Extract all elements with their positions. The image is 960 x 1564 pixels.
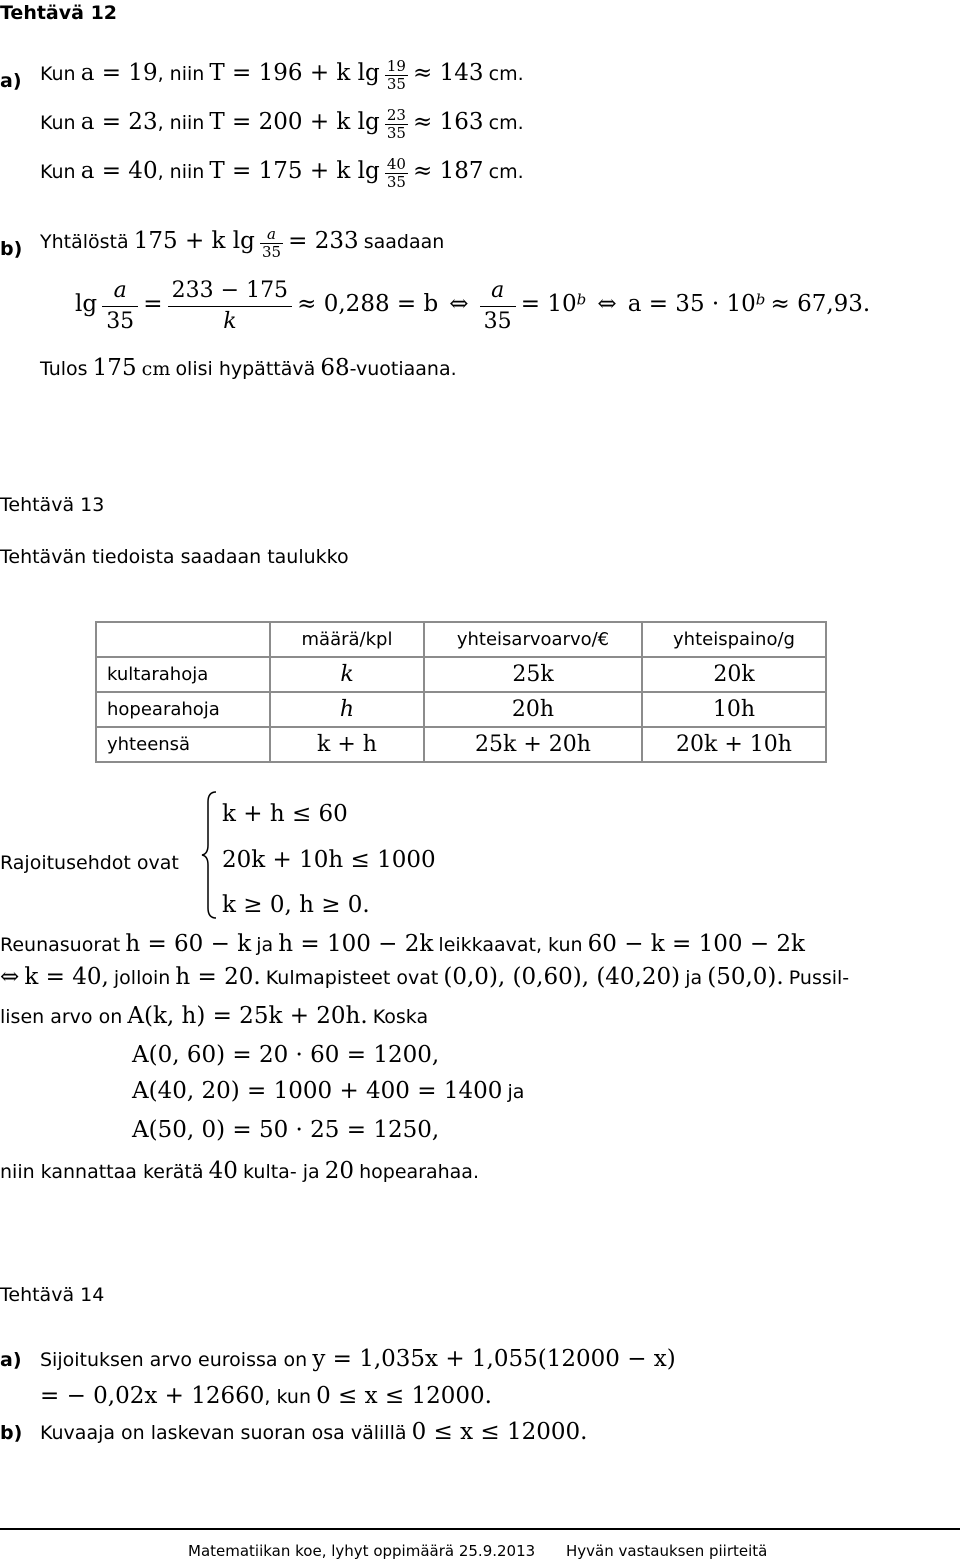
math-result: ≈ 143	[413, 60, 484, 86]
final-result: ≈ 67,93.	[770, 291, 871, 317]
constraint-2: 20k + 10h ≤ 1000	[222, 847, 436, 873]
tulos-number: 175	[92, 355, 137, 381]
fraction-denominator: 35	[106, 309, 135, 334]
paragraph-text: Reunasuorat	[0, 934, 121, 956]
math-expression: 0 ≤ x ≤ 12000.	[316, 1383, 492, 1409]
niin-text: , niin	[157, 161, 205, 183]
math-expression: 175 + k lg	[133, 228, 255, 254]
paragraph-text: lisen arvo on	[0, 1006, 123, 1028]
math-expression: h = 60 − k	[125, 931, 252, 957]
task13-title: Tehtävä 13	[0, 494, 105, 516]
data-table	[95, 621, 827, 763]
math-expression: y = 1,035x + 1,055(12000 − x)	[312, 1346, 676, 1372]
tulos-age: 68	[320, 355, 350, 381]
tulos-text-3: -vuotiaana.	[349, 358, 457, 380]
math-a-value: a = 19	[80, 60, 158, 86]
fraction-numerator: 19	[386, 57, 406, 75]
paragraph-text: Pussil-	[788, 967, 850, 989]
footer-left-text: Matematiikan koe, lyhyt oppimäärä 25.9.2013	[188, 1542, 536, 1560]
iff-arrow-icon: ⇔	[449, 291, 469, 317]
task12-result-line	[40, 354, 457, 383]
table-row	[96, 657, 826, 692]
math-number: 20	[324, 1158, 355, 1184]
calc-line-3: A(50, 0) = 50 · 25 = 1250,	[132, 1117, 440, 1143]
math-number: 40	[208, 1158, 238, 1184]
objective-paragraph	[0, 1002, 428, 1030]
paragraph-text: kulta- ja	[242, 1161, 320, 1183]
math-expression: (0,0), (0,60), (40,20)	[443, 964, 681, 990]
table-header-cell: yhteispaino/g	[642, 622, 826, 657]
table-row-label: hopearahoja	[96, 692, 270, 727]
paragraph-text: leikkaavat, kun	[438, 934, 583, 956]
saadaan-text: saadaan	[363, 231, 445, 253]
table-header-cell: määrä/kpl	[270, 622, 424, 657]
table-cell: h	[270, 692, 424, 727]
paragraph-text: jolloin	[113, 967, 171, 989]
table-cell: 25k + 20h	[424, 727, 642, 762]
fraction-numerator: 23	[386, 106, 406, 124]
math-result: = 233	[288, 228, 359, 254]
paragraph-text: niin kannattaa kerätä	[0, 1161, 204, 1183]
final-exponent: b	[755, 290, 766, 309]
fraction	[260, 226, 283, 261]
fraction-denominator: 35	[261, 243, 282, 261]
kun-text: Kun	[40, 112, 76, 134]
task12-a-label: a)	[0, 70, 22, 92]
fraction-numerator: a	[480, 276, 516, 307]
math-expression: 60 − k = 100 − 2k	[587, 931, 805, 957]
math-expression: h = 100 − 2k	[278, 931, 434, 957]
task12-big-equation	[75, 276, 870, 337]
tulos-text-2: olisi hypättävä	[175, 358, 316, 380]
task14-a-line	[40, 1345, 676, 1373]
table-row-label: kultarahoja	[96, 657, 270, 692]
approx-value: ≈ 0,288 = b	[297, 291, 439, 317]
paragraph-text: Sijoituksen arvo euroissa on	[40, 1349, 308, 1371]
table-cell: 20k + 10h	[642, 727, 826, 762]
math-expression: h = 20.	[175, 964, 261, 990]
table-cell: 20h	[424, 692, 642, 727]
task12-line1	[40, 58, 524, 93]
kun-text: Kun	[40, 161, 76, 183]
corner-points-paragraph	[0, 963, 849, 991]
tulos-text: Tulos	[40, 358, 88, 380]
fraction-diff-over-k	[168, 276, 292, 337]
calc-line-1: A(0, 60) = 20 · 60 = 1200,	[132, 1042, 440, 1068]
calc-line-2	[132, 1077, 524, 1105]
constraints-label: Rajoitusehdot ovat	[0, 852, 179, 874]
iff-arrow-icon: ⇔	[597, 291, 617, 317]
paragraph-text: Kulmapisteet ovat	[265, 967, 439, 989]
yhtalosta-text: Yhtälöstä	[40, 231, 129, 253]
task12-line3	[40, 156, 524, 191]
task12-line2	[40, 107, 524, 142]
fraction-denominator: 35	[386, 75, 406, 93]
unit-text: cm.	[488, 112, 524, 134]
unit-text: cm.	[488, 63, 524, 85]
ja-text: ja	[507, 1081, 525, 1103]
math-expression: A(40, 20) = 1000 + 400 = 1400	[132, 1078, 503, 1104]
ja-text: ja	[256, 934, 274, 956]
task14-a-label: a)	[0, 1349, 22, 1371]
math-expression: T = 175 + k lg	[209, 158, 380, 184]
fraction-denominator: k	[223, 309, 237, 334]
table-row	[96, 692, 826, 727]
math-expression: (50,0).	[707, 964, 784, 990]
table-cell: 25k	[424, 657, 642, 692]
task14-title: Tehtävä 14	[0, 1284, 105, 1306]
footer-right-text: Hyvän vastauksen piirteitä	[566, 1542, 768, 1560]
math-expression: T = 196 + k lg	[209, 60, 380, 86]
paragraph-text: Koska	[372, 1006, 429, 1028]
table-corner-cell	[96, 622, 270, 657]
lg-symbol: lg	[75, 291, 98, 317]
table-header-row	[96, 622, 826, 657]
math-result: ≈ 187	[413, 158, 484, 184]
constraint-3: k ≥ 0, h ≥ 0.	[222, 892, 370, 918]
task12-b-line	[40, 226, 444, 261]
fraction-denominator: 35	[386, 124, 406, 142]
fraction-numerator: a	[102, 276, 138, 307]
table-header-cell: yhteisarvoarvo/€	[424, 622, 642, 657]
fraction-a-over-35	[480, 276, 516, 337]
task12-title: Tehtävä 12	[0, 2, 118, 24]
task14-b-label: b)	[0, 1422, 23, 1444]
fraction-numerator: a	[260, 226, 283, 244]
paragraph-text: hopearahaa.	[359, 1161, 479, 1183]
boundary-lines-paragraph	[0, 930, 805, 958]
unit-text: cm.	[488, 161, 524, 183]
math-result: ≈ 163	[413, 109, 484, 135]
constraint-1: k + h ≤ 60	[222, 801, 348, 827]
math-expression: 0 ≤ x ≤ 12000.	[411, 1419, 588, 1445]
table-row-label: yhteensä	[96, 727, 270, 762]
tulos-unit: cm	[141, 358, 171, 380]
table-row	[96, 727, 826, 762]
fraction-numerator: 233 − 175	[168, 276, 292, 307]
fraction-numerator: 40	[386, 155, 406, 173]
iff-arrow-icon: ⇔	[0, 964, 20, 990]
task14-a-line-2	[40, 1382, 492, 1410]
math-a-value: a = 40	[80, 158, 158, 184]
math-a-value: a = 23	[80, 109, 158, 135]
kun-text: Kun	[40, 63, 76, 85]
footer-divider	[0, 1528, 960, 1530]
power-exponent: b	[576, 290, 587, 309]
power-expression: = 10	[520, 291, 577, 317]
table-cell: k + h	[270, 727, 424, 762]
left-brace-icon	[200, 790, 220, 920]
table-cell: k	[270, 657, 424, 692]
fraction	[385, 58, 408, 93]
paragraph-text: Kuvaaja on laskevan suoran osa välillä	[40, 1422, 407, 1444]
table-cell: 10h	[642, 692, 826, 727]
math-expression: k = 40,	[24, 964, 109, 990]
math-expression: T = 200 + k lg	[209, 109, 380, 135]
final-expression: a = 35 · 10	[627, 291, 756, 317]
niin-text: , niin	[157, 112, 205, 134]
fraction-denominator: 35	[483, 309, 512, 334]
fraction-denominator: 35	[386, 173, 406, 191]
conclusion-line	[0, 1157, 479, 1185]
math-expression: A(k, h) = 25k + 20h.	[127, 1003, 368, 1029]
fraction	[385, 156, 408, 191]
kun-text: , kun	[264, 1386, 312, 1408]
task14-b-line	[40, 1418, 587, 1446]
ja-text: ja	[685, 967, 703, 989]
math-expression: = − 0,02x + 12660	[40, 1383, 265, 1409]
task12-b-label: b)	[0, 238, 23, 260]
niin-text: , niin	[157, 63, 205, 85]
fraction	[385, 107, 408, 142]
task13-intro: Tehtävän tiedoista saadaan taulukko	[0, 546, 349, 568]
fraction-a-over-35	[102, 276, 138, 337]
table-cell: 20k	[642, 657, 826, 692]
equals-sign: =	[143, 291, 163, 317]
